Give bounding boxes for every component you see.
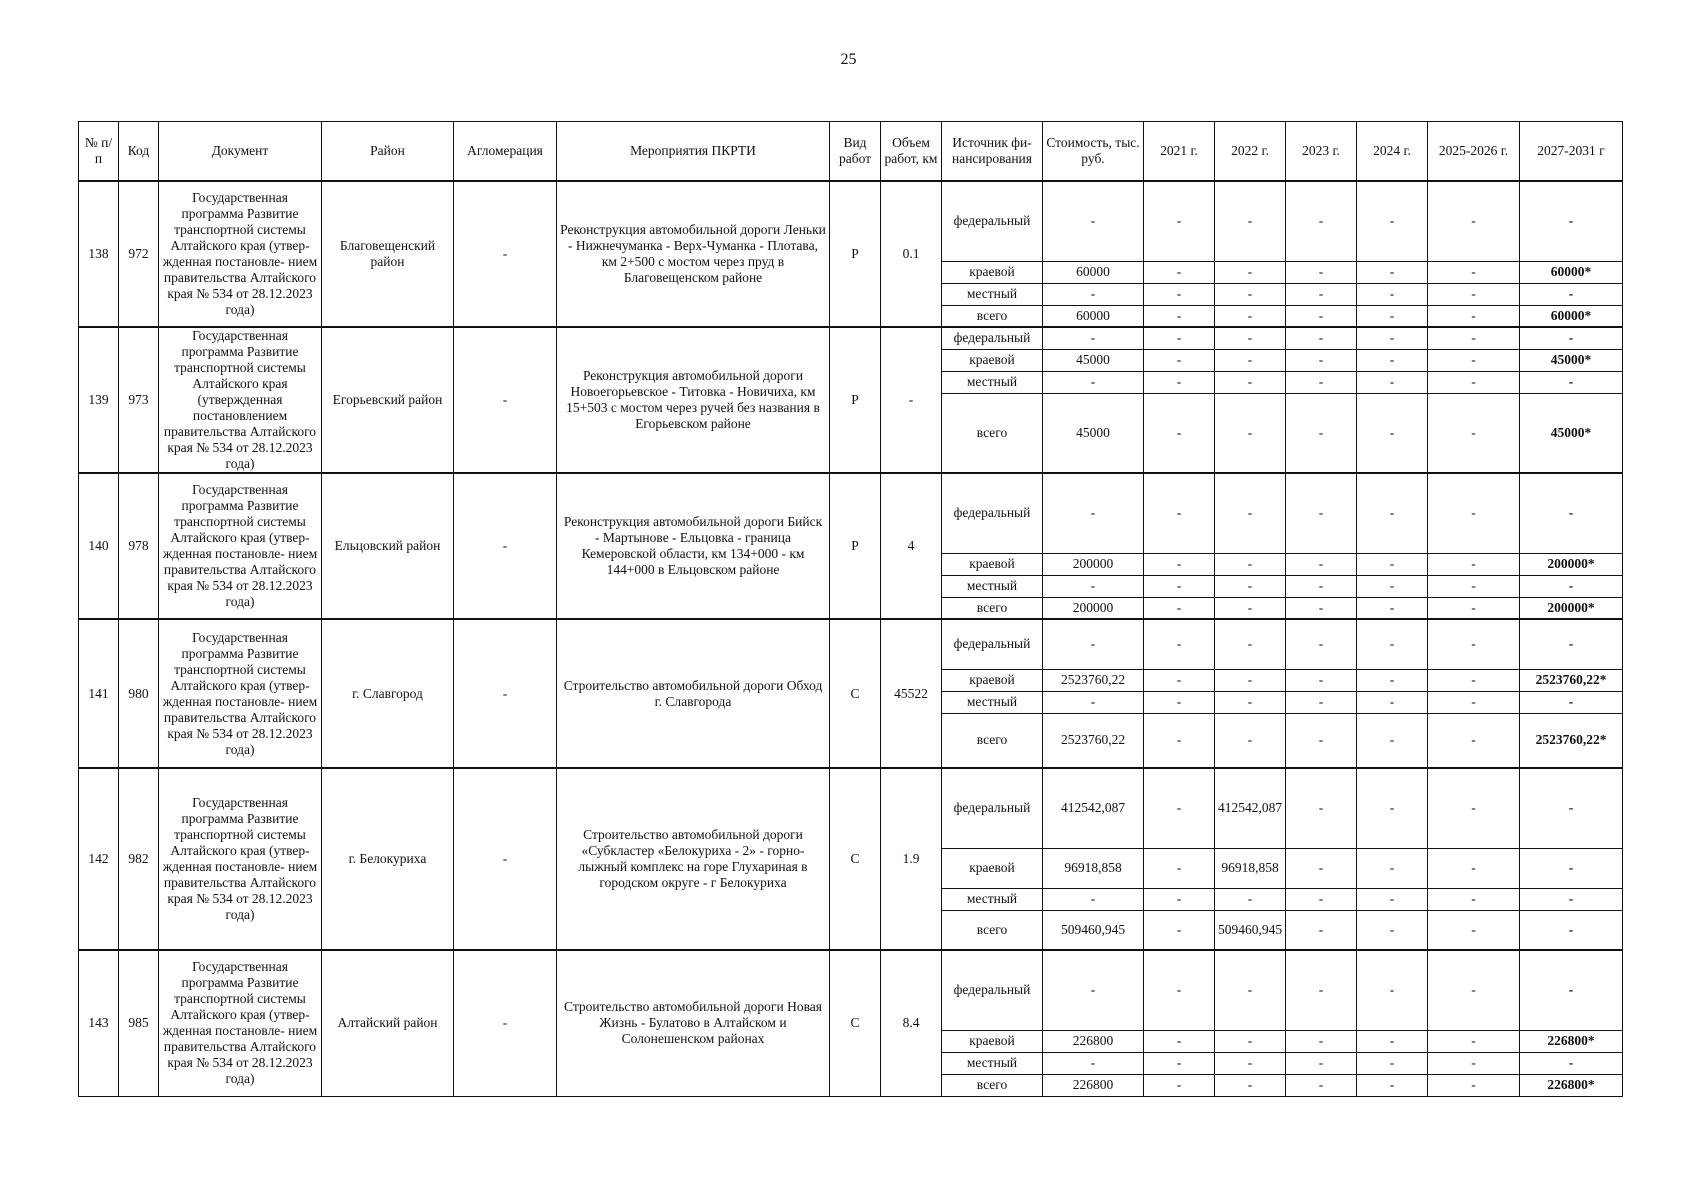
cell-num: 142	[79, 768, 119, 950]
cell-y2025-2026: -	[1428, 181, 1520, 261]
cell-y2021: -	[1144, 473, 1215, 553]
cell-y2027-2031: -	[1520, 691, 1623, 713]
cell-source: федеральный	[942, 768, 1043, 848]
cell-y2025-2026: -	[1428, 283, 1520, 305]
cell-cost: -	[1043, 181, 1144, 261]
cell-y2024: -	[1357, 691, 1428, 713]
cell-y2023: -	[1286, 1052, 1357, 1074]
cell-agglomeration: -	[454, 768, 557, 950]
cell-y2024: -	[1357, 371, 1428, 393]
cell-y2024: -	[1357, 1052, 1428, 1074]
cell-y2022: -	[1215, 393, 1286, 473]
cell-y2027-2031: -	[1520, 910, 1623, 950]
cell-y2027-2031: 226800*	[1520, 1074, 1623, 1096]
cell-y2027-2031: -	[1520, 327, 1623, 349]
cell-y2027-2031: -	[1520, 768, 1623, 848]
cell-y2022: -	[1215, 950, 1286, 1030]
table-row	[79, 950, 1623, 1030]
cell-y2023: -	[1286, 1074, 1357, 1096]
cell-agglomeration: -	[454, 327, 557, 473]
cell-y2025-2026: -	[1428, 393, 1520, 473]
cell-num: 143	[79, 950, 119, 1096]
cell-y2024: -	[1357, 261, 1428, 283]
cell-y2023: -	[1286, 327, 1357, 349]
cell-y2021: -	[1144, 327, 1215, 349]
cell-y2021: -	[1144, 848, 1215, 888]
cell-source: местный	[942, 888, 1043, 910]
cell-y2024: -	[1357, 888, 1428, 910]
cell-y2024: -	[1357, 181, 1428, 261]
cell-y2022: -	[1215, 473, 1286, 553]
header-volume: Объем работ, км	[881, 122, 942, 182]
cell-measure: Строительство автомобильной дороги Новая Жизнь - Булатово в Алтайском и Солонешенском районах	[557, 950, 830, 1096]
cell-work-type: Р	[830, 473, 881, 619]
cell-work-type: С	[830, 619, 881, 768]
cell-y2021: -	[1144, 1030, 1215, 1052]
cell-y2025-2026: -	[1428, 261, 1520, 283]
cell-y2023: -	[1286, 848, 1357, 888]
cell-y2022: -	[1215, 1030, 1286, 1052]
cell-y2021: -	[1144, 283, 1215, 305]
cell-volume: 0.1	[881, 181, 942, 327]
cell-source: местный	[942, 371, 1043, 393]
cell-cost: 226800	[1043, 1074, 1144, 1096]
cell-y2024: -	[1357, 305, 1428, 327]
cell-y2023: -	[1286, 619, 1357, 669]
cell-agglomeration: -	[454, 473, 557, 619]
cell-cost: 200000	[1043, 597, 1144, 619]
cell-y2024: -	[1357, 950, 1428, 1030]
cell-code: 982	[119, 768, 159, 950]
cell-y2021: -	[1144, 888, 1215, 910]
cell-y2024: -	[1357, 669, 1428, 691]
cell-source: местный	[942, 1052, 1043, 1074]
cell-cost: 200000	[1043, 553, 1144, 575]
cell-y2021: -	[1144, 575, 1215, 597]
cell-y2021: -	[1144, 553, 1215, 575]
cell-volume: 8.4	[881, 950, 942, 1096]
cell-y2024: -	[1357, 575, 1428, 597]
cell-source: краевой	[942, 669, 1043, 691]
cell-work-type: С	[830, 768, 881, 950]
cell-document: Государственная программа Развитие транспортной системы Алтайского края (утвер- жденная постановле- нием правительства Алтайского края № 534 от 28.12.2023 года)	[159, 181, 322, 327]
cell-y2021: -	[1144, 393, 1215, 473]
table-row	[79, 619, 1623, 669]
cell-y2024: -	[1357, 283, 1428, 305]
cell-code: 972	[119, 181, 159, 327]
table-row	[79, 181, 1623, 261]
cell-y2025-2026: -	[1428, 327, 1520, 349]
cell-num: 139	[79, 327, 119, 473]
header-source: Источник фи-нансирования	[942, 122, 1043, 182]
cell-y2021: -	[1144, 713, 1215, 768]
cell-y2027-2031: 2523760,22*	[1520, 669, 1623, 691]
cell-y2021: -	[1144, 768, 1215, 848]
cell-y2023: -	[1286, 553, 1357, 575]
cell-y2024: -	[1357, 713, 1428, 768]
cell-y2023: -	[1286, 888, 1357, 910]
cell-y2027-2031: 226800*	[1520, 1030, 1623, 1052]
cell-y2024: -	[1357, 768, 1428, 848]
cell-volume: 45522	[881, 619, 942, 768]
cell-y2022: -	[1215, 181, 1286, 261]
cell-source: всего	[942, 597, 1043, 619]
cell-y2023: -	[1286, 473, 1357, 553]
cell-y2025-2026: -	[1428, 1030, 1520, 1052]
header-num: № п/п	[79, 122, 119, 182]
cell-y2027-2031: 2523760,22*	[1520, 713, 1623, 768]
cell-y2024: -	[1357, 848, 1428, 888]
cell-y2022: -	[1215, 619, 1286, 669]
cell-y2022: 509460,945	[1215, 910, 1286, 950]
cell-y2027-2031: -	[1520, 619, 1623, 669]
cell-measure: Реконструкция автомобильной дороги Новоегорьевское - Титовка - Новичиха, км 15+503 с мостом через ручей без названия в Егорьевском районе	[557, 327, 830, 473]
cell-measure: Реконструкция автомобильной дороги Леньки - Нижнечуманка - Верх-Чуманка - Плотава, км 2+500 с мостом через пруд в Благовещенском районе	[557, 181, 830, 327]
cell-y2025-2026: -	[1428, 848, 1520, 888]
cell-document: Государственная программа Развитие транспортной системы Алтайского края (утвер- жденная постановле- нием правительства Алтайского края № 534 от 28.12.2023 года)	[159, 768, 322, 950]
cell-y2023: -	[1286, 713, 1357, 768]
cell-y2025-2026: -	[1428, 371, 1520, 393]
cell-source: всего	[942, 393, 1043, 473]
cell-y2021: -	[1144, 1052, 1215, 1074]
program-table	[78, 121, 1623, 1097]
cell-volume: 1.9	[881, 768, 942, 950]
cell-cost: 60000	[1043, 261, 1144, 283]
cell-y2023: -	[1286, 669, 1357, 691]
cell-cost: -	[1043, 283, 1144, 305]
cell-y2024: -	[1357, 349, 1428, 371]
cell-source: всего	[942, 1074, 1043, 1096]
cell-y2022: -	[1215, 371, 1286, 393]
cell-cost: 412542,087	[1043, 768, 1144, 848]
cell-y2022: -	[1215, 1052, 1286, 1074]
cell-y2024: -	[1357, 619, 1428, 669]
cell-y2021: -	[1144, 597, 1215, 619]
cell-y2024: -	[1357, 1074, 1428, 1096]
cell-y2027-2031: 45000*	[1520, 393, 1623, 473]
cell-agglomeration: -	[454, 181, 557, 327]
cell-y2024: -	[1357, 327, 1428, 349]
cell-y2027-2031: -	[1520, 848, 1623, 888]
cell-y2027-2031: -	[1520, 888, 1623, 910]
cell-source: местный	[942, 575, 1043, 597]
cell-y2023: -	[1286, 283, 1357, 305]
table-row	[79, 473, 1623, 553]
cell-cost: -	[1043, 950, 1144, 1030]
cell-num: 141	[79, 619, 119, 768]
cell-cost: -	[1043, 473, 1144, 553]
cell-y2021: -	[1144, 1074, 1215, 1096]
cell-y2022: -	[1215, 261, 1286, 283]
cell-code: 980	[119, 619, 159, 768]
cell-cost: 2523760,22	[1043, 713, 1144, 768]
cell-cost: -	[1043, 327, 1144, 349]
cell-y2021: -	[1144, 950, 1215, 1030]
cell-cost: 509460,945	[1043, 910, 1144, 950]
page-number: 25	[840, 51, 857, 68]
cell-num: 138	[79, 181, 119, 327]
header-2025-2026: 2025-2026 г.	[1428, 122, 1520, 182]
header-measure: Мероприятия ПКРТИ	[557, 122, 830, 182]
cell-y2023: -	[1286, 305, 1357, 327]
cell-cost: 2523760,22	[1043, 669, 1144, 691]
cell-agglomeration: -	[454, 950, 557, 1096]
cell-cost: 60000	[1043, 305, 1144, 327]
cell-y2025-2026: -	[1428, 1074, 1520, 1096]
cell-work-type: С	[830, 950, 881, 1096]
cell-volume: -	[881, 327, 942, 473]
header-2023: 2023 г.	[1286, 122, 1357, 182]
cell-source: федеральный	[942, 619, 1043, 669]
cell-y2027-2031: 60000*	[1520, 261, 1623, 283]
cell-y2021: -	[1144, 181, 1215, 261]
cell-y2025-2026: -	[1428, 669, 1520, 691]
table-body	[79, 181, 1623, 1096]
cell-code: 985	[119, 950, 159, 1096]
cell-y2025-2026: -	[1428, 575, 1520, 597]
header-cost: Стоимость, тыс. руб.	[1043, 122, 1144, 182]
header-row	[79, 122, 1623, 182]
cell-y2023: -	[1286, 950, 1357, 1030]
cell-y2021: -	[1144, 910, 1215, 950]
cell-source: федеральный	[942, 327, 1043, 349]
cell-y2022: -	[1215, 669, 1286, 691]
cell-cost: -	[1043, 1052, 1144, 1074]
cell-work-type: Р	[830, 327, 881, 473]
cell-num: 140	[79, 473, 119, 619]
cell-y2022: -	[1215, 691, 1286, 713]
cell-y2027-2031: -	[1520, 181, 1623, 261]
cell-source: местный	[942, 283, 1043, 305]
cell-y2027-2031: 60000*	[1520, 305, 1623, 327]
cell-y2023: -	[1286, 1030, 1357, 1052]
cell-district: Алтайский район	[322, 950, 454, 1096]
cell-y2024: -	[1357, 910, 1428, 950]
cell-cost: 45000	[1043, 393, 1144, 473]
cell-district: Ельцовский район	[322, 473, 454, 619]
header-2022: 2022 г.	[1215, 122, 1286, 182]
cell-y2022: -	[1215, 713, 1286, 768]
cell-y2022: -	[1215, 597, 1286, 619]
cell-document: Государственная программа Развитие транспортной системы Алтайского края (утвер- жденная постановле- нием правительства Алтайского края № 534 от 28.12.2023 года)	[159, 619, 322, 768]
cell-district: г. Славгород	[322, 619, 454, 768]
cell-y2021: -	[1144, 619, 1215, 669]
cell-y2024: -	[1357, 473, 1428, 553]
cell-measure: Реконструкция автомобильной дороги Бийск - Мартынове - Ельцовка - граница Кемеровской области, км 134+000 - км 144+000 в Ельцовском районе	[557, 473, 830, 619]
table-row	[79, 768, 1623, 848]
cell-source: всего	[942, 305, 1043, 327]
cell-y2023: -	[1286, 575, 1357, 597]
cell-district: Благовещенский район	[322, 181, 454, 327]
cell-y2023: -	[1286, 768, 1357, 848]
cell-work-type: Р	[830, 181, 881, 327]
cell-y2023: -	[1286, 349, 1357, 371]
cell-agglomeration: -	[454, 619, 557, 768]
cell-y2025-2026: -	[1428, 691, 1520, 713]
header-2021: 2021 г.	[1144, 122, 1215, 182]
header-2027-2031: 2027-2031 г	[1520, 122, 1623, 182]
cell-y2022: -	[1215, 888, 1286, 910]
header-code: Код	[119, 122, 159, 182]
cell-y2025-2026: -	[1428, 1052, 1520, 1074]
cell-y2021: -	[1144, 691, 1215, 713]
cell-source: краевой	[942, 349, 1043, 371]
cell-y2027-2031: 200000*	[1520, 597, 1623, 619]
cell-y2022: 96918,858	[1215, 848, 1286, 888]
cell-y2027-2031: -	[1520, 371, 1623, 393]
cell-y2025-2026: -	[1428, 553, 1520, 575]
cell-cost: 226800	[1043, 1030, 1144, 1052]
cell-y2024: -	[1357, 393, 1428, 473]
cell-source: федеральный	[942, 181, 1043, 261]
cell-y2021: -	[1144, 669, 1215, 691]
cell-cost: 45000	[1043, 349, 1144, 371]
cell-y2027-2031: -	[1520, 575, 1623, 597]
cell-code: 978	[119, 473, 159, 619]
cell-y2021: -	[1144, 305, 1215, 327]
cell-y2021: -	[1144, 371, 1215, 393]
cell-y2022: -	[1215, 575, 1286, 597]
cell-y2022: -	[1215, 349, 1286, 371]
cell-measure: Строительство автомобильной дороги Обход г. Славгорода	[557, 619, 830, 768]
cell-source: федеральный	[942, 473, 1043, 553]
cell-y2024: -	[1357, 1030, 1428, 1052]
cell-source: краевой	[942, 848, 1043, 888]
table-row	[79, 327, 1623, 349]
cell-y2025-2026: -	[1428, 888, 1520, 910]
cell-y2027-2031: -	[1520, 283, 1623, 305]
cell-district: г. Белокуриха	[322, 768, 454, 950]
cell-y2025-2026: -	[1428, 910, 1520, 950]
cell-cost: -	[1043, 888, 1144, 910]
cell-source: федеральный	[942, 950, 1043, 1030]
cell-y2023: -	[1286, 181, 1357, 261]
cell-y2025-2026: -	[1428, 713, 1520, 768]
cell-y2025-2026: -	[1428, 768, 1520, 848]
cell-y2021: -	[1144, 261, 1215, 283]
cell-source: краевой	[942, 1030, 1043, 1052]
cell-y2025-2026: -	[1428, 305, 1520, 327]
cell-y2022: 412542,087	[1215, 768, 1286, 848]
cell-y2023: -	[1286, 597, 1357, 619]
cell-cost: -	[1043, 371, 1144, 393]
cell-cost: 96918,858	[1043, 848, 1144, 888]
cell-y2027-2031: -	[1520, 473, 1623, 553]
cell-y2023: -	[1286, 691, 1357, 713]
header-2024: 2024 г.	[1357, 122, 1428, 182]
cell-y2024: -	[1357, 553, 1428, 575]
cell-y2025-2026: -	[1428, 950, 1520, 1030]
cell-y2022: -	[1215, 553, 1286, 575]
cell-y2023: -	[1286, 371, 1357, 393]
cell-y2023: -	[1286, 261, 1357, 283]
cell-code: 973	[119, 327, 159, 473]
cell-measure: Строительство автомобильной дороги «Субкластер «Белокуриха - 2» - горно-лыжный комплекс на горе Глухариная в городском округе - г Белокуриха	[557, 768, 830, 950]
cell-y2023: -	[1286, 393, 1357, 473]
cell-y2027-2031: -	[1520, 1052, 1623, 1074]
cell-y2022: -	[1215, 1074, 1286, 1096]
header-agglomeration: Агломерация	[454, 122, 557, 182]
cell-source: всего	[942, 910, 1043, 950]
cell-y2022: -	[1215, 327, 1286, 349]
cell-y2025-2026: -	[1428, 349, 1520, 371]
cell-y2025-2026: -	[1428, 619, 1520, 669]
cell-y2027-2031: 200000*	[1520, 553, 1623, 575]
cell-volume: 4	[881, 473, 942, 619]
cell-y2022: -	[1215, 283, 1286, 305]
header-document: Документ	[159, 122, 322, 182]
cell-y2021: -	[1144, 349, 1215, 371]
cell-source: всего	[942, 713, 1043, 768]
cell-cost: -	[1043, 619, 1144, 669]
cell-cost: -	[1043, 691, 1144, 713]
header-district: Район	[322, 122, 454, 182]
cell-cost: -	[1043, 575, 1144, 597]
cell-document: Государственная программа Развитие транспортной системы Алтайского края (утвер- жденная постановле- нием правительства Алтайского края № 534 от 28.12.2023 года)	[159, 473, 322, 619]
cell-document: Государственная программа Развитие транспортной системы Алтайского края (утвержденная постановлением правительства Алтайского края № 534 от 28.12.2023 года)	[159, 327, 322, 473]
cell-source: краевой	[942, 261, 1043, 283]
cell-document: Государственная программа Развитие транспортной системы Алтайского края (утвер- жденная постановле- нием правительства Алтайского края № 534 от 28.12.2023 года)	[159, 950, 322, 1096]
cell-district: Егорьевский район	[322, 327, 454, 473]
cell-y2022: -	[1215, 305, 1286, 327]
cell-y2027-2031: -	[1520, 950, 1623, 1030]
cell-source: местный	[942, 691, 1043, 713]
cell-y2027-2031: 45000*	[1520, 349, 1623, 371]
cell-y2023: -	[1286, 910, 1357, 950]
cell-y2025-2026: -	[1428, 597, 1520, 619]
cell-y2025-2026: -	[1428, 473, 1520, 553]
header-work-type: Вид работ	[830, 122, 881, 182]
cell-y2024: -	[1357, 597, 1428, 619]
cell-source: краевой	[942, 553, 1043, 575]
